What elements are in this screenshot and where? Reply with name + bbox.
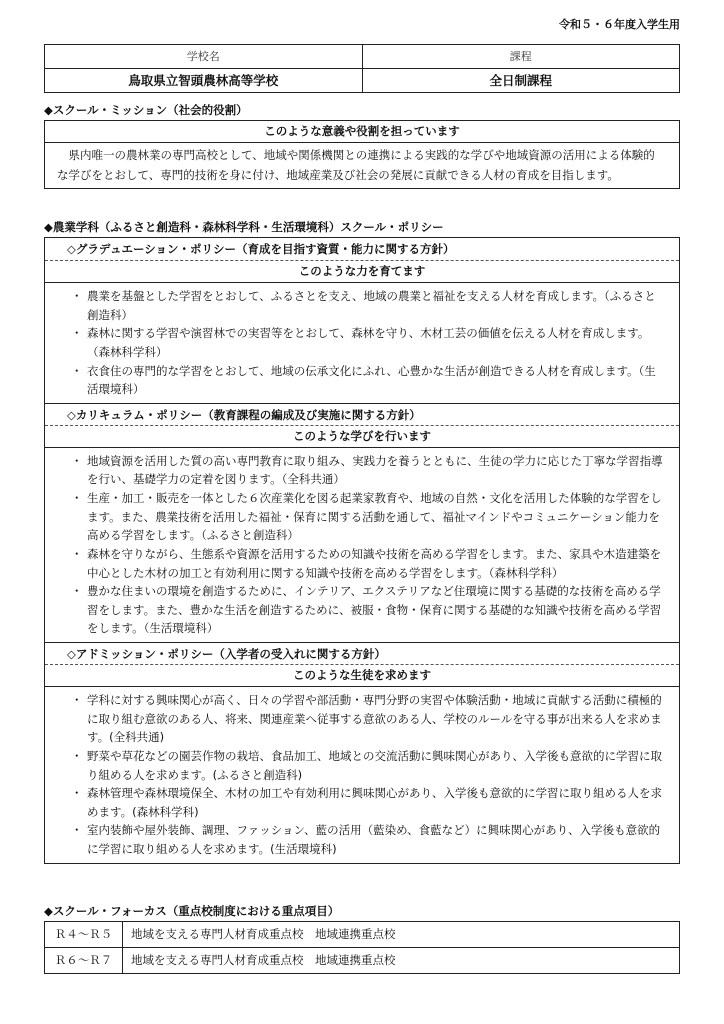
focus-years: Ｒ４～Ｒ５ xyxy=(45,922,123,948)
list-item: ・ 学科に対する興味関心が高く、日々の学習や部活動・専門分野の実習や体験活動・地域に貢献する活動に積極的に取り組む意欲のある人、将来、関連産業へ従事する意欲のある人、学校のルールを守る事が出来る人を求めます。(全科共通) xyxy=(71,691,665,747)
curriculum-box-title: このような学びを行います xyxy=(45,426,679,448)
focus-content: 地域を支える専門人材育成重点校 地域連携重点校 xyxy=(123,922,680,948)
list-item: ・ 地域資源を活用した質の高い専門教育に取り組み、実践力を養うとともに、生徒の学力に応じた丁寧な学習指導を行い、基礎学力の定着を図ります。（全科共通） xyxy=(71,452,665,489)
policy-box xyxy=(44,237,680,864)
curriculum-policy-title: ◇カリキュラム・ポリシー（教育課程の編成及び実施に関する方針） xyxy=(45,403,679,426)
curriculum-items xyxy=(45,448,679,642)
school-name-header: 学校名 xyxy=(45,45,363,69)
focus-content: 地域を支える専門人材育成重点校 地域連携重点校 xyxy=(123,948,680,974)
list-item: ・ 森林に関する学習や演習林での実習等をとおして、森林を守り、木材工芸の価値を伝える人材を育成します。（森林科学科） xyxy=(71,324,665,361)
graduation-items xyxy=(45,283,679,403)
policy-section xyxy=(44,218,680,864)
focus-table xyxy=(44,921,680,974)
list-item: ・ 豊かな住まいの環境を創造するために、インテリア、エクステリアなど住環境に関する基礎的な技術を高める学習をします。また、豊かな生活を創造するために、被服・食物・保育に関する基礎的な知識や技術を高める学習をします。（生活環境科） xyxy=(71,582,665,638)
course-header: 課程 xyxy=(362,45,680,69)
admission-policy-title: ◇アドミッション・ポリシー（入学者の受入れに関する方針） xyxy=(45,642,679,665)
admission-items xyxy=(45,687,679,863)
focus-section-title: ◆スクール・フォーカス（重点校制度における重点項目） xyxy=(44,904,340,918)
focus-section xyxy=(44,902,680,974)
policy-section-title: ◆農業学科（ふるさと創造科・森林科学科・生活環境科）スクール・ポリシー xyxy=(44,220,444,234)
mission-box xyxy=(44,120,680,189)
list-item: ・ 野菜や草花などの園芸作物の栽培、食品加工、地域との交流活動に興味関心があり、入学後も意欲的に学習に取り組める人を求めます。(ふるさと創造科) xyxy=(71,747,665,784)
enrollment-year-label: 令和５・６年度入学生用 xyxy=(559,18,680,31)
table-row xyxy=(45,948,680,974)
mission-box-title: このような意義や役割を担っています xyxy=(45,121,679,143)
graduation-box-title: このような力を育てます xyxy=(45,261,679,283)
table-row xyxy=(45,922,680,948)
list-item: ・ 衣食住の専門的な学習をとおして、地域の伝承文化にふれ、心豊かな生活が創造できる人材を育成します。（生活環境科） xyxy=(71,362,665,399)
list-item: ・ 農業を基盤とした学習をとおして、ふるさとを支え、地域の農業と福祉を支える人材を育成します。（ふるさと創造科） xyxy=(71,287,665,324)
list-item: ・ 室内装飾や屋外装飾、調理、ファッション、藍の活用（藍染め、食藍など）に興味関心があり、入学後も意欲的に学習に取り組める人を求めます。(生活環境科) xyxy=(71,821,665,858)
school-name: 鳥取県立智頭農林高等学校 xyxy=(45,69,363,93)
admission-box-title: このような生徒を求めます xyxy=(45,665,679,687)
mission-section-title: ◆スクール・ミッション（社会的役割） xyxy=(44,103,248,117)
graduation-policy-title: ◇グラデュエーション・ポリシー（育成を目指す資質・能力に関する方針） xyxy=(45,238,679,261)
course-name: 全日制課程 xyxy=(362,69,680,93)
list-item: ・ 生産・加工・販売を一体とした６次産業化を図る起業家教育や、地域の自然・文化を活用した体験的な学習をします。また、農業技術を活用した福祉・保育に関する活動を通して、福祉マインドやコミュニケーション能力を高める学習をします。（ふるさと創造科） xyxy=(71,489,665,545)
mission-section xyxy=(44,101,680,189)
school-info-table xyxy=(44,44,680,93)
list-item: ・ 森林を守りながら、生態系や資源を活用するための知識や技術を高める学習をします。また、家具や木造建築を中心とした木材の加工と有効利用に関する知識や技術を高める学習をします。（森林科学科） xyxy=(71,545,665,582)
mission-text: 県内唯一の農林業の専門高校として、地域や関係機関との連携による実践的な学びや地域資源の活用による体験的な学びをとおして、専門的技術を身に付け、地域産業及び社会の発展に貢献できる人材の育成を目指します。 xyxy=(57,148,655,182)
focus-years: Ｒ６～Ｒ７ xyxy=(45,948,123,974)
list-item: ・ 森林管理や森林環境保全、木材の加工や有効利用に興味関心があり、入学後も意欲的に学習に取り組める人を求めます。(森林科学科) xyxy=(71,784,665,821)
